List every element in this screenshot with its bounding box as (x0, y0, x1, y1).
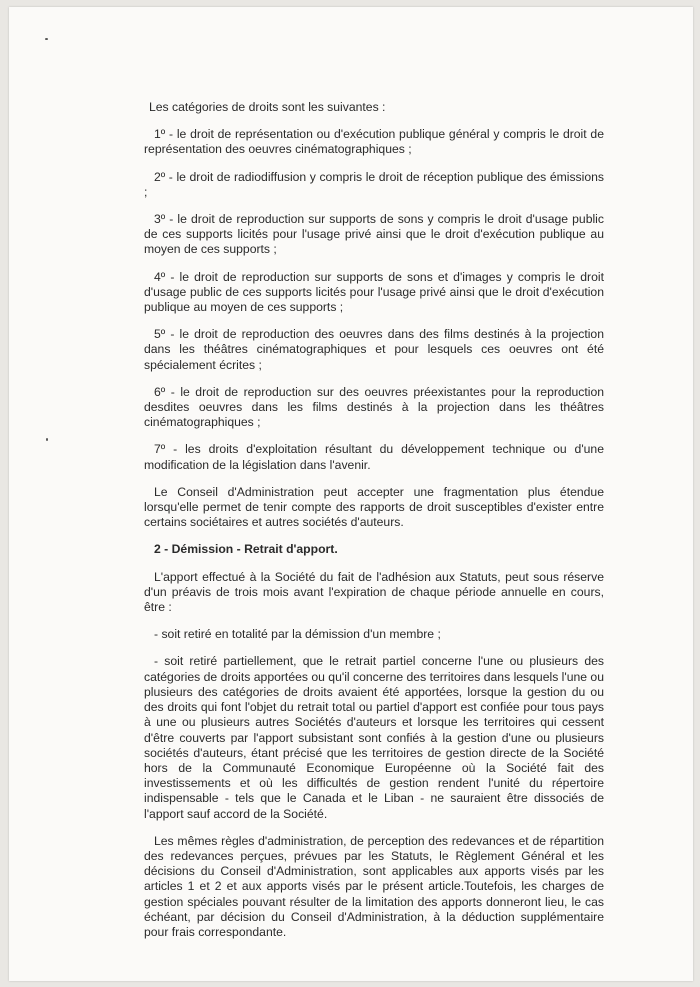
fragmentation-paragraph: Le Conseil d'Administration peut accepter une fragmentation plus étendue lorsqu'elle permet de tenir compte des rapports de droit susceptibles d'exister entre certains sociétaires et autres sociétés d'auteurs. (144, 484, 604, 530)
document-page (9, 7, 693, 981)
section-heading: 2 - Démission - Retrait d'apport. (154, 542, 338, 557)
rights-item: 1º - le droit de représentation ou d'exécution publique général y compris le droit de représentation des oeuvres cinématographiques ; (144, 127, 604, 157)
rules-paragraph: Les mêmes règles d'administration, de perception des redevances et de répartition des redevances perçues, prévues par les Statuts, le Règlement Général et les décisions du Conseil d'Administration, sont applicables aux apports visés par les articles 1 et 2 et aux apports visés par le présent article.Toutefois, les charges de gestion spéciales pouvant résulter de la limitation des apports donneront lieu, le cas échéant, par décision du Conseil d'Administration, à la déduction supplémentaire pour frais correspondante. (144, 833, 604, 939)
paper-speck (46, 438, 48, 441)
rights-item: 7º - les droits d'exploitation résultant du développement technique ou d'une modification de la législation dans l'avenir. (144, 442, 604, 472)
document-body (144, 100, 604, 952)
apport-paragraph: L'apport effectué à la Société du fait de l'adhésion aux Statuts, peut sous réserve d'un préavis de trois mois avant l'expiration de chaque période annuelle en cours, être : (144, 569, 604, 615)
rights-item: 5º - le droit de reproduction des oeuvres dans des films destinés à la projection dans les théâtres cinématographiques et pour lesquels ces oeuvres ont été spécialement écrites ; (144, 327, 604, 372)
rights-item: 2º - le droit de radiodiffusion y compris le droit de réception publique des émissions ; (144, 169, 604, 199)
rights-item: 3º - le droit de reproduction sur supports de sons y compris le droit d'usage public de ces supports licités pour l'usage privé ainsi que le droit d'exécution publique au moyen de ces supports ; (144, 212, 604, 257)
rights-item: 6º - le droit de reproduction sur des oeuvres préexistantes pour la reproduction desdites oeuvres dans les films destinés à la projection dans les théâtres cinématographiques ; (144, 384, 604, 430)
total-withdrawal-paragraph: - soit retiré en totalité par la démission d'un membre ; (154, 627, 441, 642)
partial-withdrawal-paragraph: - soit retiré partiellement, que le retrait partiel concerne l'une ou plusieurs des catégories de droits apportées ou qu'il concerne des territoires dans lesquels l'une ou plusieurs des catégories de droits avaient été apportées, lorsque la gestion du ou des droits qui font l'objet du retrait total ou partiel d'apport est confiée pour tous pays à une ou plusieurs autres Sociétés d'auteurs et lorsque les territoires qui cessent d'être couverts par l'apport subsistant sont confiés à la gestion d'une ou plusieurs sociétés d'auteurs, étant précisé que les territoires de gestion directe de la Société hors de la Communauté Economique Européenne où la Société fait des investissements et où les difficultés de gestion rendent l'unité du répertoire indispensable - tels que le Canada et le Liban - ne sauraient être dissociés de l'apport sauf accord de la Société. (144, 654, 604, 821)
paper-speck (45, 38, 48, 40)
rights-item: 4º - le droit de reproduction sur supports de sons et d'images y compris le droit d'usage public de ces supports licités pour l'usage privé ainsi que le droit d'exécution publique au moyen de ces supports ; (144, 269, 604, 315)
intro-paragraph: Les catégories de droits sont les suivantes : (149, 100, 386, 114)
